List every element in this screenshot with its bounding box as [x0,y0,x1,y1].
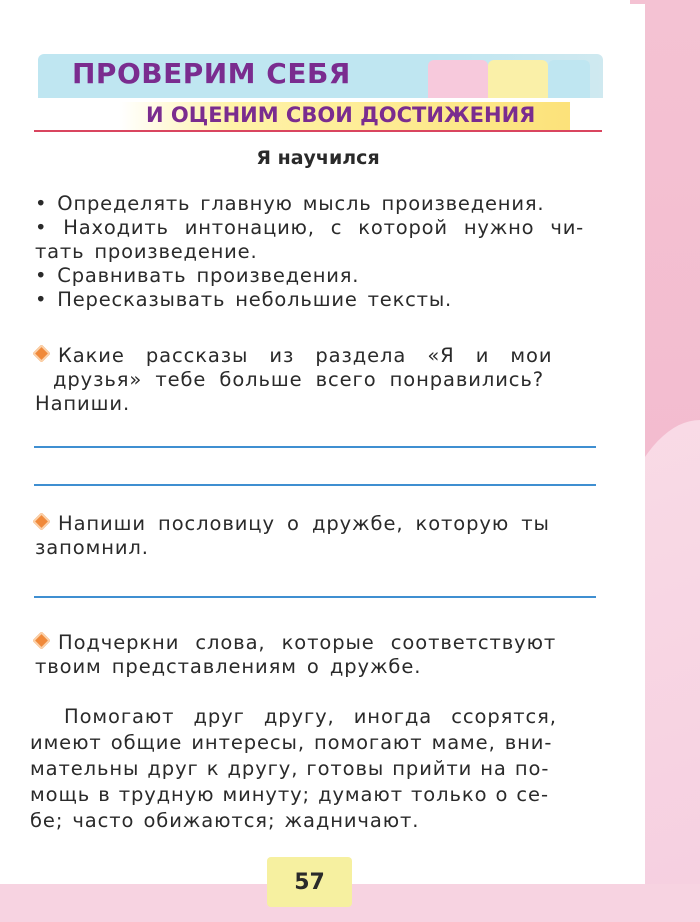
header-tab-pink [428,60,488,98]
learned-item: • Сравнивать произведения. [35,264,360,287]
header-rule [34,130,602,132]
task-2 [35,512,600,560]
paragraph-line[interactable]: бе; часто обижаются; жадничают. [30,809,420,832]
diamond-bullet-icon [32,344,50,362]
answer-line[interactable] [34,446,596,448]
paragraph-line[interactable]: мательны друг к другу, готовы прийти на по- [30,757,550,780]
task-line: запомнил. [35,536,149,559]
diamond-bullet-icon [32,631,50,649]
learned-item: • Находить интонацию, с которой нужно чи- [35,216,585,239]
page-title: ПРОВЕРИМ СЕБЯ [72,57,351,90]
diamond-bullet-icon [32,512,50,530]
task-line: друзья» тебе больше всего понравились? [53,368,545,391]
answer-line[interactable] [34,596,596,598]
paragraph-line[interactable]: имеют общие интересы, помогают маме, вни- [30,731,553,754]
task-line: Подчеркни слова, которые соответствуют [58,631,557,654]
task-3 [35,631,600,679]
underline-paragraph[interactable] [30,704,598,834]
learned-item: • Пересказывать небольшие тексты. [35,288,453,311]
task-line: Напиши пословицу о дружбе, которую ты [58,512,550,535]
task-line: Какие рассказы из раздела «Я и мои [58,344,553,367]
learned-item: тать произведение. [35,240,258,263]
paragraph-line[interactable]: мощь в трудную минуту; думают только о се- [30,783,549,806]
task-line: Напиши. [35,392,131,415]
task-1 [35,344,600,416]
task-line: твоим представлениям о дружбе. [35,655,422,678]
answer-line[interactable] [34,484,596,486]
header-tab-yellow [488,60,548,98]
learned-item: • Определять главную мысль произведения. [35,192,545,215]
page-subtitle: И ОЦЕНИМ СВОИ ДОСТИЖЕНИЯ [146,103,536,127]
learned-list [35,192,605,312]
paragraph-line[interactable]: Помогают друг другу, иногда ссорятся, [64,705,557,728]
learned-heading: Я научился [256,147,380,169]
header-tab-blue [548,60,590,98]
page-number: 57 [267,857,352,907]
